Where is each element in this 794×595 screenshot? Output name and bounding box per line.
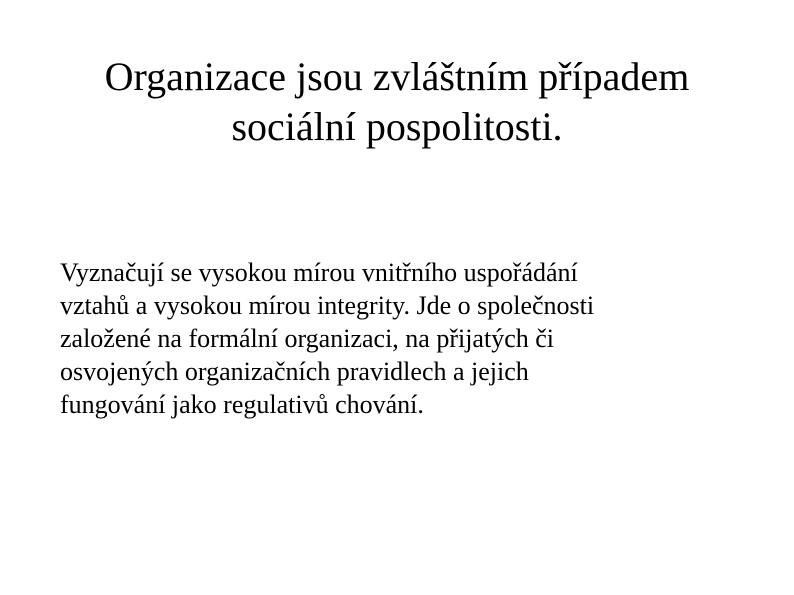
body-line: fungování jako regulativů chování. bbox=[60, 390, 424, 419]
body-line: založené na formální organizaci, na přijatých či bbox=[60, 324, 554, 353]
slide-title-line: sociální pospolitosti. bbox=[231, 104, 563, 149]
body-line: Vyznačují se vysokou mírou vnitřního uspořádání bbox=[60, 258, 578, 287]
slide-body-text bbox=[60, 256, 750, 421]
slide-title-line: Organizace jsou zvláštním případem bbox=[104, 54, 690, 99]
body-line: vztahů a vysokou mírou integrity. Jde o společnosti bbox=[60, 291, 595, 320]
body-line: osvojených organizačních pravidlech a jejich bbox=[60, 357, 529, 386]
slide-title bbox=[40, 52, 754, 152]
